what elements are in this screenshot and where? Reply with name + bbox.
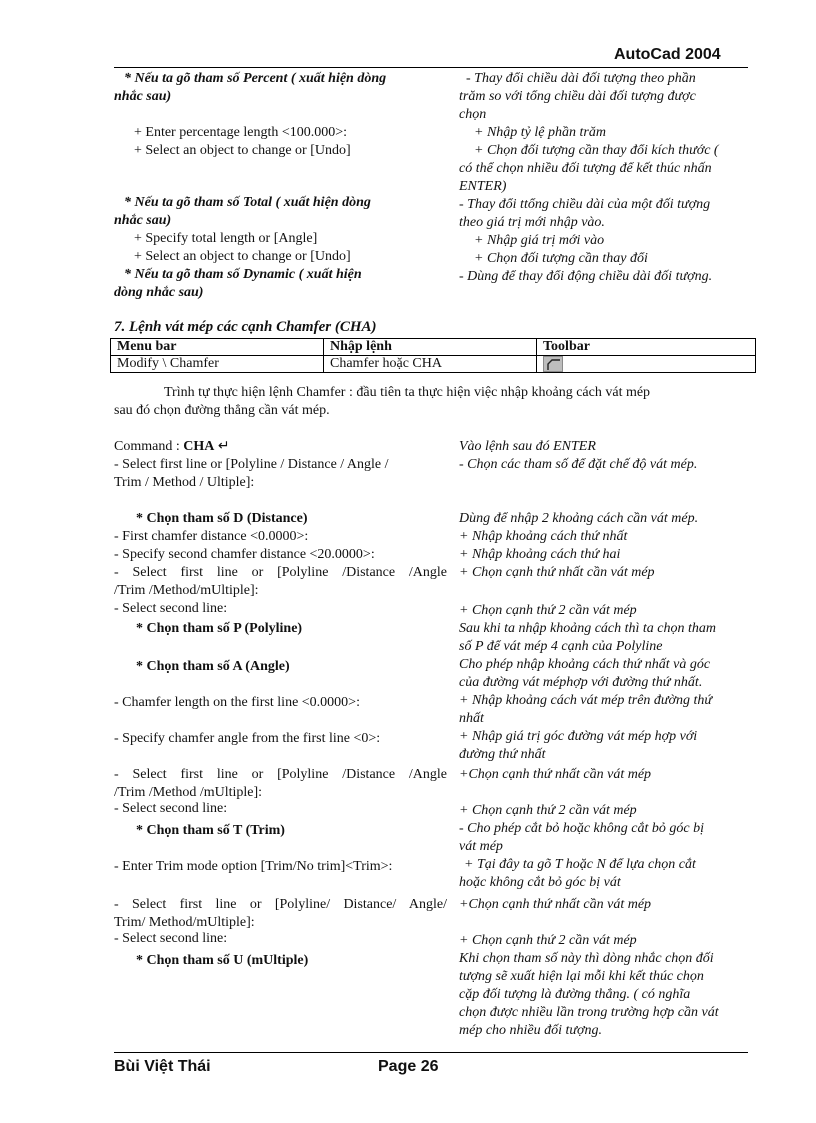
step-left-line: Trim/ Method/mUltiple]: xyxy=(114,915,255,930)
step-right-line: cặp đối tượng là đường thẳng. ( có nghĩa xyxy=(459,987,691,1002)
intro-left-line: nhắc sau) xyxy=(114,89,172,104)
chamfer-icon[interactable] xyxy=(543,356,563,372)
command-table xyxy=(110,338,756,373)
step-right-line: + Chọn cạnh thứ 2 cần vát mép xyxy=(459,933,637,948)
step-right-line: của đường vát méphợp với đường thứ nhất. xyxy=(459,675,703,690)
step-left-line: - Select first line or [Polyline /Distance /Angle xyxy=(114,767,447,782)
command-prefix: Command : xyxy=(114,439,184,454)
param-heading: * Chọn tham số A (Angle) xyxy=(136,659,290,674)
command-line xyxy=(114,438,230,456)
step-right-line: +Chọn cạnh thứ nhất cần vát mép xyxy=(459,767,652,782)
paragraph-line: sau đó chọn đường thẳng cần vát mép. xyxy=(114,403,330,418)
paragraph-line: Trình tự thực hiện lệnh Chamfer : đầu tiên ta thực hiện việc nhập khoảng cách vát mép xyxy=(164,385,651,400)
step-right-line: + Chọn cạnh thứ 2 cần vát mép xyxy=(459,603,637,618)
table-cell xyxy=(537,356,756,373)
intro-right-line: - Dùng để thay đổi động chiều dài đối tượng. xyxy=(459,269,713,284)
step-right-line: + Nhập giá trị góc đường vát mép hợp với xyxy=(459,729,698,744)
intro-right-line: trăm so với tổng chiều dài đối tượng được xyxy=(459,89,696,104)
step-right-line: + Chọn cạnh thứ nhất cần vát mép xyxy=(459,565,655,580)
header-rule xyxy=(114,67,748,68)
step-right-line: số P để vát mép 4 cạnh của Polyline xyxy=(459,639,663,654)
intro-left-line: * Nếu ta gõ tham số Percent ( xuất hiện dòng xyxy=(124,71,387,86)
param-heading: * Chọn tham số D (Distance) xyxy=(136,511,308,526)
footer-rule xyxy=(114,1052,748,1053)
intro-left-line: nhắc sau) xyxy=(114,213,172,228)
step-right-line: Khi chọn tham số này thì dòng nhắc chọn đối xyxy=(459,951,714,966)
step-left-line: - Select second line: xyxy=(114,801,228,816)
step-right-line: mép cho nhiều đối tượng. xyxy=(459,1023,603,1038)
step-right-line: Cho phép nhập khoảng cách thứ nhất và góc xyxy=(459,657,711,672)
intro-right-line: chọn xyxy=(459,107,487,122)
intro-right-line: - Thay đổi chiều dài đối tượng theo phần xyxy=(466,71,696,86)
step-right-line: - Chọn các tham số để đặt chế độ vát mép. xyxy=(459,457,698,472)
step-right-line: chọn được nhiều lần trong trường hợp cần vát xyxy=(459,1005,719,1020)
param-heading: * Chọn tham số T (Trim) xyxy=(136,823,285,838)
param-heading: * Chọn tham số U (mUltiple) xyxy=(136,953,309,968)
table-cell: Modify \ Chamfer xyxy=(111,356,324,373)
table-cell: Chamfer hoặc CHA xyxy=(324,356,537,373)
intro-right-line: - Thay đổi ttổng chiều dài của một đối tượng xyxy=(459,197,711,212)
step-left-line: /Trim /Method/mUltiple]: xyxy=(114,583,259,598)
step-left-line: - Chamfer length on the first line <0.0000>: xyxy=(114,695,360,710)
step-left-line: - Select first line or [Polyline /Distance /Angle xyxy=(114,565,447,580)
step-right-line: hoặc không cắt bỏ góc bị vát xyxy=(459,875,621,890)
step-left-line: - Select second line: xyxy=(114,931,228,946)
intro-left-line: + Select an object to change or [Undo] xyxy=(134,249,351,264)
step-right-line: +Chọn cạnh thứ nhất cần vát mép xyxy=(459,897,652,912)
step-right-line: Sau khi ta nhập khoảng cách thì ta chọn tham xyxy=(459,621,717,636)
table-header: Menu bar xyxy=(111,339,324,356)
intro-left-line: * Nếu ta gõ tham số Total ( xuất hiện dòng xyxy=(124,195,371,210)
table-header: Toolbar xyxy=(537,339,756,356)
step-right-line: - Cho phép cắt bỏ hoặc không cắt bỏ góc bị xyxy=(459,821,704,836)
step-right-line: + Nhập khoảng cách thứ nhất xyxy=(459,529,628,544)
step-right-line: Vào lệnh sau đó ENTER xyxy=(459,439,596,454)
footer-author: Bùi Việt Thái xyxy=(114,1058,211,1075)
section-heading: 7. Lệnh vát mép các cạnh Chamfer (CHA) xyxy=(114,319,377,335)
intro-left-line: + Enter percentage length <100.000>: xyxy=(134,125,348,140)
intro-right-line: ENTER) xyxy=(459,179,507,194)
step-left-line: - Select first line or [Polyline / Distance / Angle / xyxy=(114,457,389,472)
command-name: CHA xyxy=(183,439,215,454)
intro-left-line: * Nếu ta gõ tham số Dynamic ( xuất hiện xyxy=(124,267,362,282)
step-right-line: tượng sẽ xuất hiện lại mỗi khi kết thúc chọn xyxy=(459,969,704,984)
param-heading: * Chọn tham số P (Polyline) xyxy=(136,621,303,636)
table-header: Nhập lệnh xyxy=(324,339,537,356)
step-left-line: - Specify second chamfer distance <20.0000>: xyxy=(114,547,375,562)
step-left-line: /Trim /Method /mUltiple]: xyxy=(114,785,263,800)
step-right-line: đường thứ nhất xyxy=(459,747,546,762)
step-left-line: Trim / Method / Ultiple]: xyxy=(114,475,255,490)
intro-right-line: + Chọn đối tượng cần thay đổi xyxy=(474,251,648,266)
step-right-line: + Nhập khoảng cách thứ hai xyxy=(459,547,621,562)
step-right-line: + Chọn cạnh thứ 2 cần vát mép xyxy=(459,803,637,818)
step-left-line: - Select second line: xyxy=(114,601,228,616)
step-right-line: vát mép xyxy=(459,839,503,854)
intro-left-line: + Specify total length or [Angle] xyxy=(134,231,318,246)
step-right-line: + Tại đây ta gõ T hoặc N để lựa chọn cắt xyxy=(464,857,696,872)
step-right-line: Dùng để nhập 2 khoảng cách cần vát mép. xyxy=(459,511,699,526)
header-title: AutoCad 2004 xyxy=(614,46,721,63)
step-left-line: - Specify chamfer angle from the first line <0>: xyxy=(114,731,381,746)
intro-right-line: có thể chọn nhiều đối tượng để kết thúc nhấn xyxy=(459,161,712,176)
step-left-line: - Enter Trim mode option [Trim/No trim]<Trim>: xyxy=(114,859,393,874)
step-left-line: - First chamfer distance <0.0000>: xyxy=(114,529,309,544)
intro-left-line: dòng nhắc sau) xyxy=(114,285,204,300)
footer-page-number: Page 26 xyxy=(378,1058,439,1075)
step-right-line: nhất xyxy=(459,711,484,726)
intro-right-line: theo giá trị mới nhập vào. xyxy=(459,215,605,230)
enter-symbol: ↵ xyxy=(214,439,230,454)
intro-left-line: + Select an object to change or [Undo] xyxy=(134,143,351,158)
step-left-line: - Select first line or [Polyline/ Distance/ Angle/ xyxy=(114,897,447,912)
intro-right-line: + Chọn đối tượng cần thay đổi kích thước ( xyxy=(474,143,719,158)
intro-right-line: + Nhập giá trị mới vào xyxy=(474,233,605,248)
step-right-line: + Nhập khoảng cách vát mép trên đường thứ xyxy=(459,693,713,708)
intro-right-line: + Nhập tỷ lệ phần trăm xyxy=(474,125,606,140)
